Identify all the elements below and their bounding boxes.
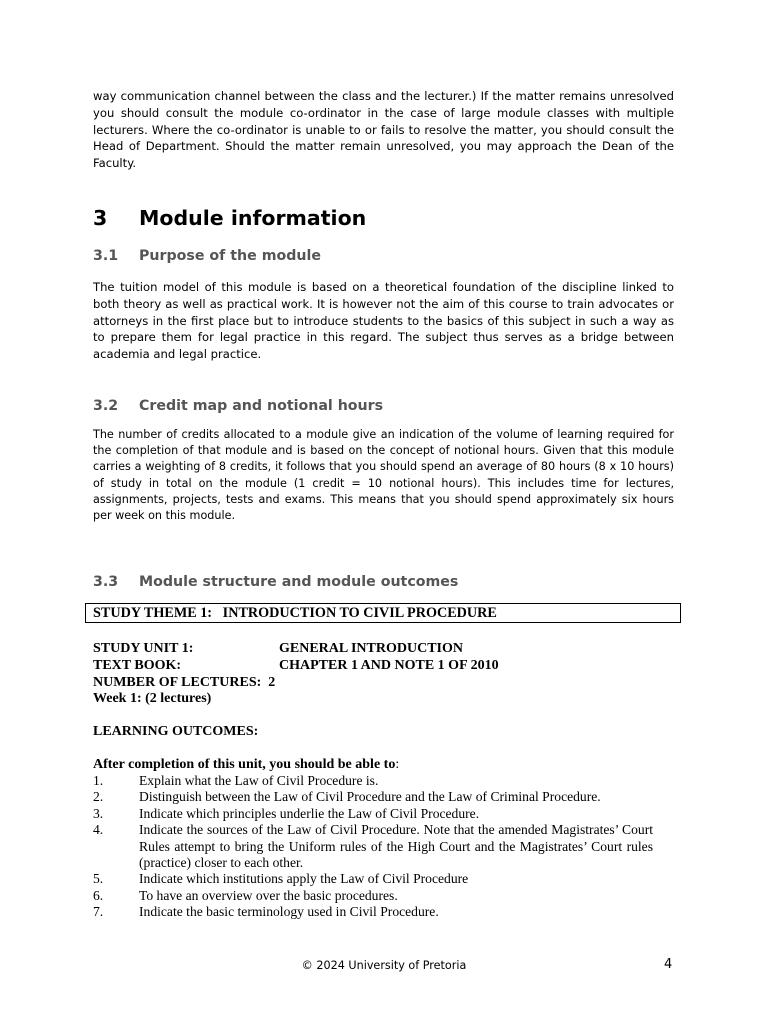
footer-copyright: © 2024 University of Pretoria — [301, 959, 467, 972]
subsection-title: Purpose of the module — [139, 248, 321, 264]
study-theme-title: STUDY THEME 1: INTRODUCTION TO CIVIL PROCEDURE — [93, 605, 497, 621]
item-number: 6. — [93, 887, 104, 903]
section-title: Module information — [139, 206, 367, 230]
section-3-heading — [93, 206, 366, 230]
subsection-number: 3.3 — [93, 574, 119, 590]
item-number: 7. — [93, 904, 104, 920]
outcomes-list — [93, 773, 653, 921]
study-theme-box — [85, 603, 681, 623]
completion-intro-colon: : — [395, 757, 400, 772]
item-number: 3. — [93, 805, 104, 821]
lectures-label: NUMBER OF LECTURES: — [93, 675, 262, 690]
study-unit-label: STUDY UNIT 1: — [93, 641, 194, 656]
completion-intro — [93, 757, 399, 774]
list-item — [93, 773, 653, 789]
item-number: 1. — [93, 773, 104, 788]
subsection-number: 3.2 — [93, 398, 119, 414]
item-text: Explain what the Law of Civil Procedure is. — [139, 773, 379, 788]
subsection-title: Credit map and notional hours — [139, 398, 384, 414]
learning-outcomes-heading: LEARNING OUTCOMES: — [93, 724, 259, 739]
subsection-3-1-heading — [93, 248, 321, 264]
study-unit-row — [93, 641, 463, 658]
list-item — [93, 888, 653, 904]
item-text: Indicate the sources of the Law of Civil Procedure. Note that the amended Magistrates’ Court Rules attempt to bring the Uniform rules of the High Court and the Magistrates’ Court rules (practice) closer to each other. — [139, 822, 653, 871]
study-unit-value: GENERAL INTRODUCTION — [279, 641, 463, 656]
item-number: 2. — [93, 789, 104, 805]
item-number: 4. — [93, 822, 104, 838]
subsection-number: 3.1 — [93, 248, 119, 264]
list-item — [93, 904, 653, 920]
completion-intro-text: After completion of this unit, you should be able to — [93, 757, 396, 772]
intro-paragraph: way communication channel between the class and the lecturer.) If the matter remains unresolved you should consult the module co-ordinator in the case of large module classes with multiple lecturers. Where the co-ordinator is unable to or fails to resolve the matter, you should consult the Head of Department. Should the matter remain unresolved, you may approach the Dean of the Faculty. — [93, 89, 674, 171]
item-text: Indicate the basic terminology used in Civil Procedure. — [139, 904, 439, 920]
page-number: 4 — [664, 957, 673, 972]
lectures-row — [93, 675, 275, 692]
lectures-value: 2 — [268, 675, 276, 690]
item-number: 5. — [93, 871, 104, 887]
text-book-row — [93, 658, 499, 675]
subsection-3-2-heading — [93, 398, 383, 414]
week-row: Week 1: (2 lectures) — [93, 691, 212, 706]
list-item — [93, 806, 653, 822]
item-text: To have an overview over the basic procedures. — [139, 887, 398, 903]
subsection-3-3-heading — [93, 574, 458, 590]
subsection-title: Module structure and module outcomes — [139, 574, 459, 590]
credit-paragraph: The number of credits allocated to a module give an indication of the volume of learning required for the completion of that module and is based on the concept of notional hours. Given that this module carries a weighting of 8 credits, it follows that you should spend an average of 80 hours (8 x 10 hours) of study in total on the module (1 credit = 10 notional hours). This includes time for lectures, assignments, projects, tests and exams. This means that you should spend approximately six hours per week on this module. — [93, 428, 674, 523]
text-book-label: TEXT BOOK: — [93, 658, 182, 673]
list-item — [93, 789, 653, 805]
purpose-paragraph: The tuition model of this module is based on a theoretical foundation of the discipline linked to both theory as well as practical work. It is however not the aim of this course to train advocates or attorneys in the first place but to introduce students to the basics of this subject in such a way as to prepare them for legal practice in this regard. The subject thus serves as a bridge between academia and legal practice. — [93, 280, 674, 362]
item-text: Distinguish between the Law of Civil Procedure and the Law of Criminal Procedure. — [139, 789, 601, 805]
list-item — [93, 871, 653, 887]
section-number: 3 — [93, 206, 108, 230]
text-book-value: CHAPTER 1 AND NOTE 1 OF 2010 — [279, 658, 499, 673]
item-text: Indicate which institutions apply the Law of Civil Procedure — [139, 871, 469, 887]
list-item — [93, 822, 653, 871]
item-text: Indicate which principles underlie the Law of Civil Procedure. — [139, 805, 480, 821]
